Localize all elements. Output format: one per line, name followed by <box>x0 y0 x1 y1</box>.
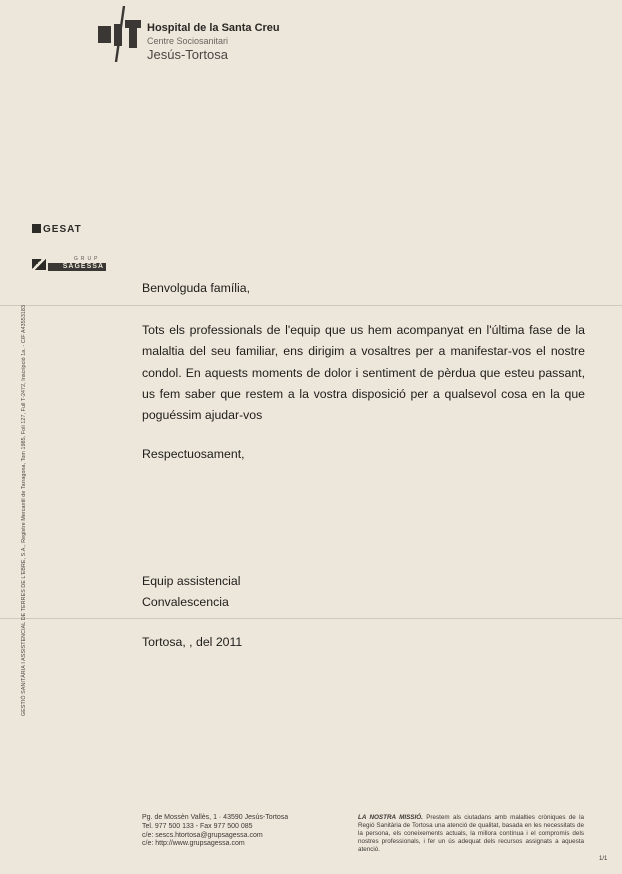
hospital-logo-icon <box>96 6 144 62</box>
hospital-title: Hospital de la Santa Creu <box>147 22 280 34</box>
letter-salutation: Benvolguda família, <box>142 281 251 295</box>
group-mark-icon <box>32 259 46 270</box>
footer-contact <box>142 814 302 849</box>
group-logo <box>32 256 106 272</box>
mission-text: Prestem als ciutadans amb malalties cròniques de la Regió Sanitària de Tortosa una atenció de qualitat, basada en les necessitats de la persona, els coneixements actuals, la millora contínua i el compromís dels nostres professionals, i fer un ús adequat dels recursos assignats a aquesta atenció. <box>358 814 585 853</box>
side-legal-text: GESTIÓ SANITÀRIA I ASSISTENCIAL DE TERRES DE L'EBRE, S.A., Registre Mercantil de Tarragona, Tom 1985, Foli 127, Full T-2472, Inscripció 1a. - CIF A43553183 <box>21 304 27 716</box>
hospital-name: Jesús-Tortosa <box>147 47 228 62</box>
signature-line: Equip assistencial <box>142 574 241 588</box>
letter-date: Tortosa, , del 2011 <box>142 635 243 649</box>
page-number: 1/1 <box>599 856 608 862</box>
hospital-subtitle: Centre Sociosanitari <box>147 36 229 46</box>
signature-line: Convalescencia <box>142 595 229 610</box>
gesat-logo <box>32 224 82 235</box>
footer-address: Pg. de Mossèn Vallès, 1 · 43590 Jesús-Tortosa <box>142 814 289 821</box>
letter-signature <box>142 571 240 614</box>
footer-email: c/e: sescs.htortosa@grupsagessa.com <box>142 831 263 839</box>
gesat-mark-icon <box>32 224 41 233</box>
group-logo-bar: SAGESSA <box>48 263 106 271</box>
letter-body: Tots els professionals de l'equip que us hem acompanyat en l'última fase de la malaltia del seu familiar, ens dirigim a vosaltres per a manifestar-vos el nostre condol. En aquests moments de dolor i sentiment de pèrdua que esteu passant, us fem saber que restem a la vostra disposició per a qualsevol cosa en la que poguéssim ajudar-vos <box>142 323 585 423</box>
footer-phone: Tel. 977 500 133 - Fax 977 500 085 <box>142 822 253 830</box>
gesat-logo-text: GESAT <box>43 224 82 235</box>
paper-fold-line <box>0 305 622 306</box>
footer-web: c/e: http://www.grupsagessa.com <box>142 840 245 848</box>
letter-closing: Respectuosament, <box>142 447 245 461</box>
letterhead <box>96 6 316 62</box>
group-logo-small-text: GRUP <box>74 256 101 262</box>
footer-mission <box>358 814 584 854</box>
mission-label: LA NOSTRA MISSIÓ. <box>358 814 423 821</box>
paper-fold-line <box>0 618 622 619</box>
